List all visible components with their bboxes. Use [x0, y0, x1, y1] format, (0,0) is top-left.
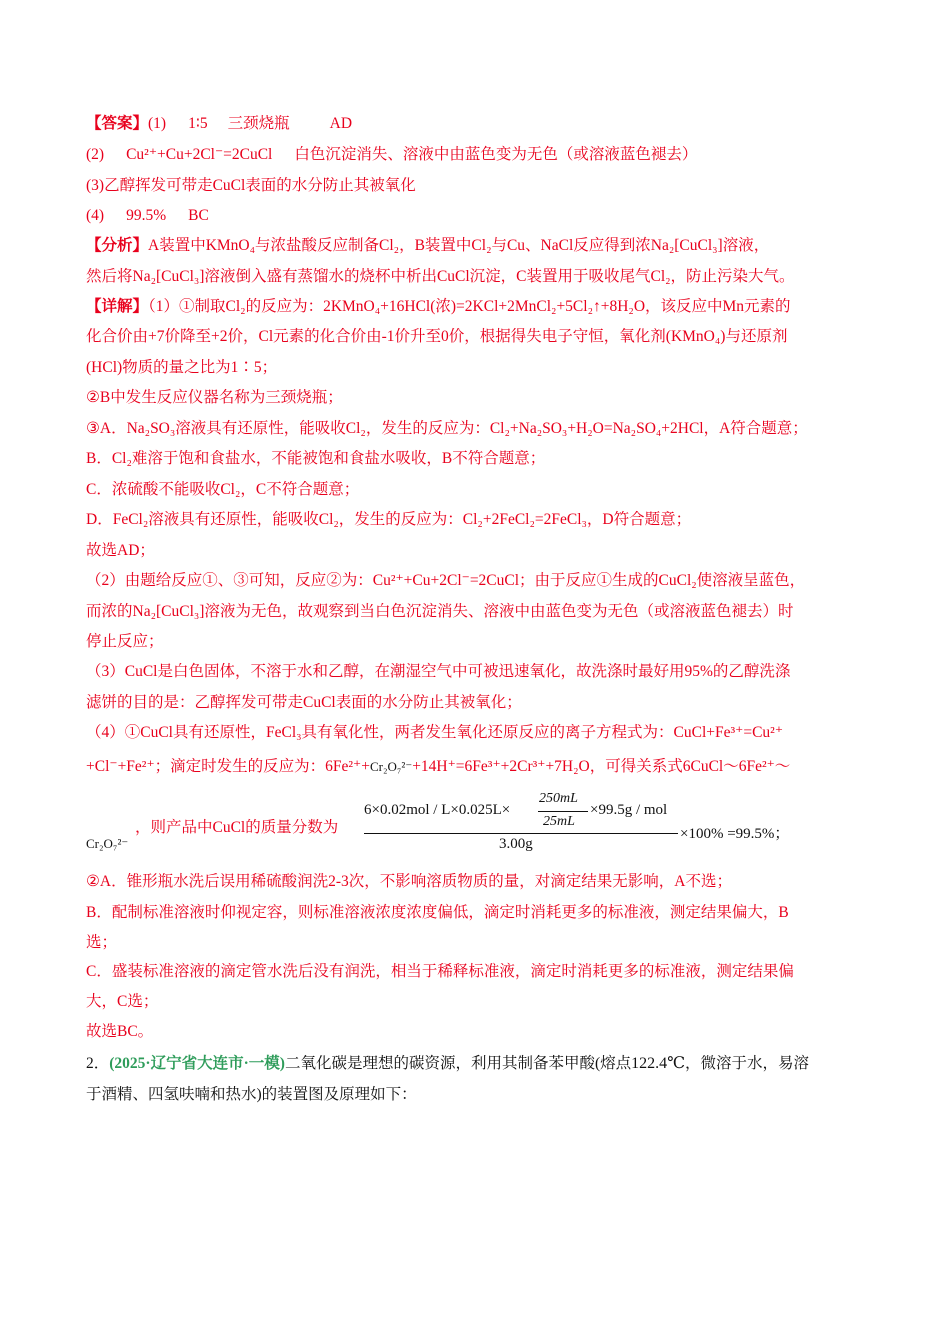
- answer-part-2: (2): [86, 146, 105, 163]
- detail-label: 【详解】: [86, 298, 149, 315]
- fraction-denominator: 3.00g: [499, 836, 533, 852]
- answer-line-1: [86, 114, 352, 134]
- detail-line-18: ②A．锥形瓶水洗后误用稀硫酸润洗2-3次，不影响溶质物质的量，对滴定结果无影响，A不选；: [86, 873, 732, 890]
- question-text-a: 二氧化碳是理想的碳资源，利用其制备苯甲酸(熔点: [284, 1055, 632, 1072]
- detail-line-19: B．配制标准溶液时仰视定容，则标准溶液浓度浓度偏低，滴定时消耗更多的标准液，测定结果偏大，B: [86, 904, 789, 921]
- detail-line-14: 滤饼的目的是：乙醇挥发可带走CuCl表面的水分防止其被氧化；: [86, 694, 522, 711]
- question-source: (2025·辽宁省大连市·一模): [109, 1055, 285, 1072]
- inner-denominator: 25mL: [543, 814, 575, 829]
- answer-line-3: (3)乙醇挥发可带走CuCl表面的水分防止其被氧化: [86, 177, 416, 194]
- detail-line-15: （4）①CuCl具有还原性，FeCl₃具有氧化性，两者发生氧化还原反应的离子方程式为：CuCl+Fe³⁺=Cu²⁺: [86, 724, 783, 741]
- answer-part-1: (1): [148, 115, 167, 132]
- fraction-bar: [364, 833, 678, 834]
- question-text-b: ，微溶于水，易溶: [685, 1055, 810, 1072]
- fraction-result: ×100% =99.5%；: [680, 826, 790, 842]
- dichromate-ion: Cr₂O₇²⁻: [369, 759, 413, 774]
- detail-text-16a: +Cl⁻+Fe²⁺；滴定时发生的反应为：6Fe²⁺+: [86, 758, 370, 775]
- question-number: 2．: [86, 1055, 110, 1072]
- answer-equation: Cu²⁺+Cu+2Cl⁻=2CuCl: [126, 146, 273, 163]
- detail-line-22: 大，C选；: [86, 993, 159, 1010]
- detail-text-1: （1）①制取Cl₂的反应为：2KMnO₄+16HCl(浓)=2KCl+2MnCl₂+5Cl₂↑+8H₂O，该反应中Mn元素的: [148, 298, 791, 315]
- answer-percent: 99.5%: [126, 207, 167, 224]
- answer-line-4: [86, 206, 209, 226]
- analysis-line-2: 然后将Na₂[CuCl₃]溶液倒入盛有蒸馏水的烧杯中析出CuCl沉淀，C装置用于吸收尾气Cl₂，防止污染大气。: [86, 268, 795, 285]
- analysis-text-1: A装置中KMnO₄与浓盐酸反应制备Cl₂，B装置中Cl₂与Cu、NaCl反应得到浓Na₂[CuCl₃]溶液，: [148, 237, 770, 254]
- inner-fraction-bar: [538, 811, 588, 812]
- answer-observation: 白色沉淀消失、溶液中由蓝色变为无色（或溶液蓝色褪去）: [294, 146, 698, 163]
- answer-choice-4: BC: [188, 207, 209, 224]
- detail-line-13: （3）CuCl是白色固体，不溶于水和乙醇，在潮湿空气中可被迅速氧化，故洗涤时最好用95%的乙醇洗涤: [86, 663, 791, 680]
- detail-line-17: [86, 834, 128, 854]
- melting-point: 122.4℃: [631, 1055, 686, 1072]
- detail-line-5: ③A．Na₂SO₃溶液具有还原性，能吸收Cl₂，发生的反应为：Cl₂+Na₂SO₃+H₂O=Na₂SO₄+2HCl，A符合题意；: [86, 420, 808, 437]
- answer-choice: AD: [329, 115, 353, 132]
- analysis-label: 【分析】: [86, 237, 149, 254]
- detail-line-20: 选；: [86, 934, 118, 951]
- dichromate-ion-2: Cr₂O₇²⁻: [86, 836, 129, 851]
- detail-line-3: (HCl)物质的量之比为1∶5；: [86, 359, 278, 376]
- detail-line-23: 故选BC。: [86, 1023, 154, 1040]
- detail-line-1: [86, 297, 791, 317]
- detail-line-21: C．盛装标准溶液的滴定管水洗后没有润洗，相当于稀释标准液，滴定时消耗更多的标准液，测定结果偏: [86, 963, 794, 980]
- detail-line-16: [86, 757, 790, 777]
- question-2-line-2: 于酒精、四氢呋喃和热水)的装置图及原理如下：: [86, 1086, 417, 1103]
- detail-line-2: 化合价由+7价降至+2价，Cl元素的化合价由-1价升至0价，根据得失电子守恒，氧化剂(KMnO₄)与还原剂: [86, 328, 788, 345]
- analysis-line-1: [86, 236, 769, 256]
- detail-line-11: 而浓的Na₂[CuCl₃]溶液为无色，故观察到当白色沉淀消失、溶液中由蓝色变为无色（或溶液蓝色褪去）时: [86, 603, 794, 620]
- answer-label: 【答案】: [86, 115, 149, 132]
- detail-line-4: ②B中发生反应仪器名称为三颈烧瓶；: [86, 389, 343, 406]
- detail-line-8: D．FeCl₂溶液具有还原性，能吸收Cl₂，发生的反应为：Cl₂+2FeCl₂=2FeCl₃，D符合题意；: [86, 511, 692, 528]
- detail-line-6: B．Cl₂难溶于饱和食盐水，不能被饱和食盐水吸收，B不符合题意；: [86, 450, 546, 467]
- inner-numerator: 250mL: [539, 791, 578, 806]
- detail-text-16b: +14H⁺=6Fe³⁺+2Cr³⁺+7H₂O，可得关系式6CuCl～6Fe²⁺～: [412, 758, 791, 775]
- detail-line-10: （2）由题给反应①、③可知，反应②为：Cu²⁺+Cu+2Cl⁻=2CuCl；由于反应①生成的CuCl₂使溶液呈蓝色，: [86, 572, 806, 589]
- question-2-line-1: [86, 1054, 809, 1074]
- fraction-numerator-a: 6×0.02mol / L×0.025L×: [364, 802, 511, 818]
- detail-line-9: 故选AD；: [86, 542, 155, 559]
- fraction-numerator-b: ×99.5g / mol: [590, 802, 668, 818]
- detail-line-7: C．浓硫酸不能吸收Cl₂，C不符合题意；: [86, 481, 360, 498]
- answer-line-2: [86, 145, 697, 165]
- detail-line-17-text: ，则产品中CuCl的质量分数为: [135, 819, 339, 836]
- answer-ratio: 1∶5: [188, 115, 208, 132]
- answer-part-4: (4): [86, 207, 105, 224]
- answer-flask: 三颈烧瓶: [227, 115, 290, 132]
- detail-line-12: 停止反应；: [86, 633, 164, 650]
